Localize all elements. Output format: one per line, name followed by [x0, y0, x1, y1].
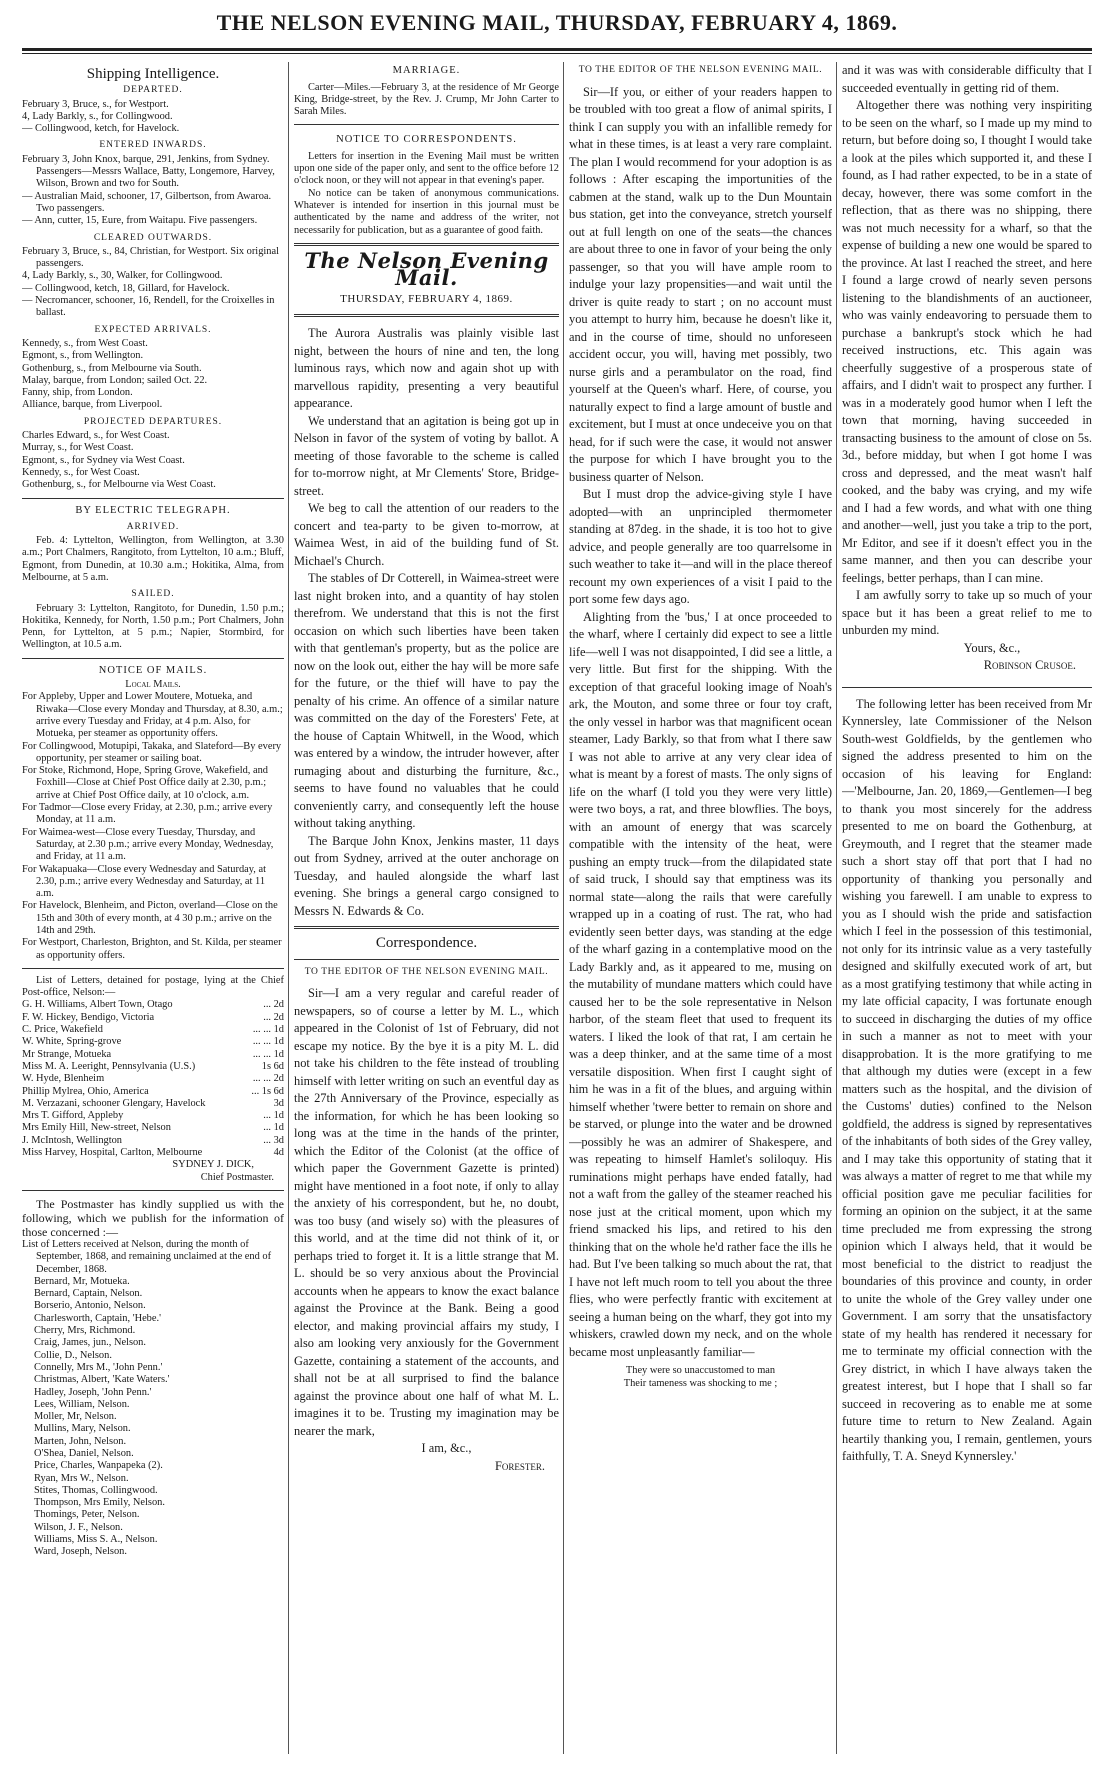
editorial-paragraph: The Aurora Australis was plainly visible last night, between the hours of nine and ten, the long luminous rays, which now and again shot up with marvellous rapidity, presenting a very beautiful appearance. — [294, 326, 559, 411]
projected-entry: Murray, s., for West Coast. — [22, 442, 134, 454]
list-item — [22, 1098, 284, 1110]
letter-postage: ... ... 1d — [252, 1024, 284, 1036]
column-divider — [836, 62, 837, 1754]
letter-name: Mrs Emily Hill, New-street, Nelson — [22, 1122, 171, 1134]
list-item: Bernard, Mr, Motueka. — [34, 1275, 130, 1287]
expected-entry: Alliance, barque, from Liverpool. — [22, 399, 163, 411]
expected-heading: EXPECTED ARRIVALS. — [94, 324, 212, 335]
entered-entry: — Ann, cutter, 15, Eure, from Waitapu. Five passengers. — [22, 215, 258, 227]
mails-heading: NOTICE OF MAILS. — [98, 664, 208, 676]
letter-name: C. Price, Wakefield — [22, 1024, 103, 1036]
sailed-text: February 3: Lyttelton, Rangitoto, for Dunedin, 1.50 p.m.; Hokitika, Kennedy, for North, 1.50 p.m.; Port Chalmers, John Penn, for Lyttelton, at 5 p.m.; Napier, Stormbird, for Wellington, at 10.5 a.m. — [22, 602, 284, 651]
letter-paragraph: Alighting from the 'bus,' I at once proceeded to the wharf, where I certainly did expect to see a little life—well I was not disappointed, I did see a little, a very little. But first for the shipping. With the exception of that graceful looking image of Noah's ark, the Mouton, and some three or four toy craft, the only vessel in harbor was that magnificent ocean steamer, Lady Barkly, so that from what I there saw I was not able to arrive at any very clear idea of what is meant by a forest of masts. The only signs of life on the wharf (I told you they were very little) were two boys, a rat, and three blowflies. The boys, with an amount of energy that was scarcely compatible with the intensity of the heat, were pushing an empty truck—from the dilapidated state of said truck, I should say that emptiness was its normal state—along the rails that were carefully wrapped up in a coating of rust. The rat, who had evidently seen better days, was standing at the edge of the wharf gazing in a contemplative mood on the Lady Barkly and, as it appeared to me, musing on the mutability of mundane matters which could have caused her to be the sole representative in Nelson harbor, of the steam fleet that used to frequent its waters. I liked the look of that rat, I am certain he was a deep thinker, and at the same time of a most versatile disposition. When first I caught sight of him he was in a fit of the blues, and arguing within himself whether 'twere better to remain on shore and be starved, or plunge into the water and be drowned—possibly he was an admirer of Shakespere, and was repeating to himself Hamlet's soliloquy. His ruminations might perhaps have ended fatally, had not a waft from the galley of the steamer reached his nose just at the critical moment, upon which my friend smacked his lips, and retired to his den thinking that on the whole he'd rather face the ills he had. But I've been talking so much about the rat, that I have not left much room to tell you about the three flies, who were perfectly frantic with excitement at seeing a human being on the wharf, they got into my whiskers, crawled down my neck, and on the whole became most unpleasantly familiar— — [569, 609, 832, 1359]
letter-paragraph: But I must drop the advice-giving style I have adopted—with an unprincipled thermometer standing at 87deg. in the shade, it is too hot to give advice, and people generally are too quarrelsome in such weather to take it—and will in the place thereof recount my own experiences of a visit I paid to the port some few days ago. — [569, 487, 832, 606]
divider — [294, 314, 559, 317]
masthead-rule-thin — [22, 53, 1092, 54]
mail-entry: For Tadmor—Close every Friday, at 2.30, p.m.; arrive every Monday, at 11 a.m. — [22, 802, 273, 826]
column-divider — [288, 62, 289, 1754]
list-item — [22, 1012, 284, 1024]
letter-postage: 1s 6d — [261, 1060, 284, 1072]
arrived-heading: ARRIVED. — [126, 521, 180, 532]
list-item: Price, Charles, Wanpapeka (2). — [34, 1460, 163, 1472]
list-item: Craig, James, jun., Nelson. — [34, 1337, 146, 1349]
unclaimed-list — [22, 1276, 284, 1559]
sailed-heading: SAILED. — [131, 589, 175, 600]
letter-postage: 4d — [273, 1147, 284, 1159]
list-item — [22, 1073, 284, 1085]
newspaper-page — [22, 8, 1092, 1758]
shipping-title: Shipping Intelligence. — [86, 66, 220, 82]
notice-text: No notice can be taken of anonymous communications. Whatever is intended for insertion in this journal must be authenticated by the name and address of the writer, not necessarily for publication, but as a guarantee of good faith. — [294, 187, 559, 236]
list-item: Cherry, Mrs, Richmond. — [34, 1325, 136, 1337]
divider — [842, 687, 1092, 688]
letter-name: W. Hyde, Blenheim — [22, 1073, 105, 1085]
column-divider — [563, 62, 564, 1754]
letter-postage: ... 2d — [263, 1011, 284, 1023]
list-item: Ward, Joseph, Nelson. — [34, 1546, 127, 1558]
departed-entry: 4, Lady Barkly, s., for Collingwood. — [22, 110, 173, 122]
letter-name: M. Verzazani, schooner Glengary, Havelock — [22, 1097, 206, 1109]
list-item: Lees, William, Nelson. — [34, 1398, 130, 1410]
letter-paragraph: I am awfully sorry to take up so much of your space but it has been a great relief to me to unburden my mind. — [842, 588, 1092, 637]
list-item: Wilson, J. F., Nelson. — [34, 1521, 123, 1533]
divider — [294, 926, 559, 929]
to-editor-heading: TO THE EDITOR OF THE NELSON EVENING MAIL. — [578, 65, 823, 75]
mail-entry: For Westport, Charleston, Brighton, and St. Kilda, per steamer as opportunity offers. — [22, 937, 282, 961]
list-item — [22, 1049, 284, 1061]
column-letter-continued — [842, 62, 1092, 1752]
list-item — [22, 1122, 284, 1134]
list-item: Collie, D., Nelson. — [34, 1349, 112, 1361]
marriage-notice: Carter—Miles.—February 3, at the residence of Mr George King, Bridge-street, by the Rev. J. Crump, Mr John Carter to Sarah Miles. — [294, 81, 559, 118]
arrived-text: Feb. 4: Lyttelton, Wellington, from Wellington, at 3.30 a.m.; Port Chalmers, Rangitoto, from Lyttelton, 10 a.m.; Bluff, Egmont, from Dunedin, at 10.30 a.m.; Hokitika, Alma, from Melbourne, at 5 a.m. — [22, 535, 284, 583]
letter-postage: ... ... 1d — [252, 1036, 284, 1048]
letter-postage: ... 1d — [263, 1110, 284, 1122]
projected-entry: Charles Edward, s., for West Coast. — [22, 430, 170, 442]
cleared-entry: — Necromancer, schooner, 16, Rendell, for the Croixelles in ballast. — [22, 295, 275, 319]
letter-postage: ... ... 1d — [252, 1048, 284, 1060]
nameplate: The Nelson Evening Mail. — [304, 247, 549, 291]
list-item: Charlesworth, Captain, 'Hebe.' — [34, 1312, 161, 1324]
cleared-entry: February 3, Bruce, s., 84, Christian, for Westport. Six original passengers. — [22, 245, 279, 270]
departed-entry: — Collingwood, ketch, for Havelock. — [22, 123, 180, 135]
telegraph-heading: BY ELECTRIC TELEGRAPH. — [75, 504, 231, 516]
letter-signature: Robinson Crusoe. — [983, 658, 1076, 672]
letter-postage: 3d — [273, 1097, 284, 1109]
letter-closing: I am, &c., — [421, 1441, 472, 1456]
letters-intro: List of Letters, detained for postage, lying at the Chief Post-office, Nelson:— — [22, 974, 284, 999]
notice-heading: NOTICE TO CORRESPONDENTS. — [336, 134, 517, 146]
list-item — [22, 1135, 284, 1147]
list-item: Ryan, Mrs W., Nelson. — [34, 1472, 129, 1484]
expected-entry: Gothenburg, s., from Melbourne via South. — [22, 362, 202, 374]
expected-entry: Egmont, s., from Wellington. — [22, 350, 144, 362]
letter-name: F. W. Hickey, Bendigo, Victoria — [22, 1011, 155, 1023]
list-item — [22, 1110, 284, 1122]
divider — [294, 243, 559, 246]
letter-text: Sir—I am a very regular and careful reader of newspapers, so of course a letter by M. L., which appeared in the Colonist of 1st of February, did not escape my notice. By the bye it is a pity M. L. did not take his children to the fête instead of troubling himself with letter writing on such an eventful day as the 27th Anniversary of the Province, especially as the information, for which he has been looking so long was at the time in the hands of the printer, which the Editor of the Colonist (at the office of which paper the Government Gazette is printed) might have mentioned in a foot note, if only to allay the anxiety of his correspondent, but he, no doubt, was too busy (and wisely so) with the pleasures of this world, and at the time did not think of it, or perhaps tried to forget it. It is a little strange that M. L. should be so very anxious about the Provincial accounts when he appears to know the exact balance against the Province at the Bank. Being a good elector, and making provincial affairs my study, I also am looking very anxiously for the Government Gazette, containing a statement of the accounts, and shall not be at all surprised to find the balance against the province about one half of what M. L. imagines it to be. Trusting my imagination may be nearer the mark, — [294, 986, 559, 1438]
cleared-heading: CLEARED OUTWARDS. — [93, 232, 213, 243]
correspondence-title: Correspondence. — [375, 935, 478, 952]
letter-name: Mrs T. Gifford, Appleby — [22, 1110, 124, 1122]
list-item — [22, 1024, 284, 1036]
divider — [294, 959, 559, 960]
list-item: Thompson, Mrs Emily, Nelson. — [34, 1497, 165, 1509]
entered-entry: — Australian Maid, schooner, 17, Gilbertson, from Awaroa. Two passengers. — [22, 190, 272, 214]
expected-entry: Fanny, ship, from London. — [22, 387, 133, 399]
list-item: Thomings, Peter, Nelson. — [34, 1509, 140, 1521]
departed-entry: February 3, Bruce, s., for Westport. — [22, 98, 169, 110]
editorial-paragraph: We understand that an agitation is being got up in Nelson in favor of the system of voting by ballot. A meeting of those favorable to the scheme is called for to-morrow night, at Mr Clements' Store, Bridge-street. — [294, 413, 559, 498]
postmaster-title: Chief Postmaster. — [200, 1171, 274, 1183]
letter-signature: Forester. — [495, 1458, 545, 1473]
letter-name: Mr Strange, Motueka — [22, 1048, 112, 1060]
list-item: Marten, John, Nelson. — [34, 1435, 127, 1447]
mail-entry: For Waimea-west—Close every Tuesday, Thursday, and Saturday, at 2.30 p.m.; arrive every Monday, Wednesday, and Friday, at 11 a.m. — [22, 826, 274, 863]
projected-heading: PROJECTED DEPARTURES. — [83, 416, 223, 427]
list-item: Borserio, Antonio, Nelson. — [34, 1300, 146, 1312]
letter-postage: ... 1d — [263, 1122, 284, 1134]
departed-heading: DEPARTED. — [123, 85, 183, 96]
masthead: THE NELSON EVENING MAIL, THURSDAY, FEBRUARY 4, 1869. — [216, 10, 898, 35]
divider — [22, 1190, 284, 1191]
unclaimed-intro: List of Letters received at Nelson, during the month of September, 1868, and remaining unclaimed at the end of December, 1868. — [22, 1238, 272, 1275]
postmaster-intro: The Postmaster has kindly supplied us with the following, which we publish for the information of those concerned :— — [22, 1196, 284, 1239]
kynnersley-letter: The following letter has been received from Mr Kynnersley, late Commissioner of the Nelson South-west Goldfields, by the gentlemen who signed the address presented to him on the occasion of his leaving for England:—'Melbourne, Jan. 20, 1869,—Gentlemen—I beg to thank you most sincerely for the address presented to me on board the Gothenburg, at Greymouth, and I regret that the steamer made such a short stay off that port that I had no opportunity of thanking you personally and wishing you farewell. I am unable to express to you as I should wish the pride and satisfaction which I feel in the possession of this testimonial, not only for its intrinsic value as a very tastefully designed and skilfully executed work of art, but as a most gratifying testimony that while acting in my late official capacity, I was fortunate enough to succeed in discharging the duties of my office in such a manner as not to meet with your disapprobation. It is the more gratifying to me that although my duties were (except in a few matters such as the hospital, and the division of the Customs' duties) confined to the Nelson goldfield, the address is signed by representatives of the inhabitants of both sides of the Grey valley, and I may take this opportunity of stating that it was always a matter of regret to me that while my official position gave me peculiar facilities for forming an opinion on the subject, it at the same time precluded me from expressing the strong opinion which I always held, that it would be most beneficial to the district to readjust the boundaries of this province and county, in order to unite the whole of the Grey valley under one Government. I am sorry that the unsatisfactory state of my health has rendered it necessary for me to terminate my official connection with the Grey district, in which I have always taken the greatest interest, but I hope that I shall so far succeed in recovering as to enable me at some future time to return to New Zealand. Again heartily thanking you, I remain, gentlemen, yours faithfully, T. A. Sneyd Kynnersley.' — [842, 696, 1092, 1463]
list-item — [22, 1036, 284, 1048]
letter-postage: ... 3d — [263, 1134, 284, 1146]
marriage-heading: MARRIAGE. — [392, 65, 461, 76]
list-item: Connelly, Mrs M., 'John Penn.' — [34, 1361, 163, 1373]
letter-name: Miss Harvey, Hospital, Carlton, Melbourne — [22, 1147, 203, 1159]
list-item: Hadley, Joseph, 'John Penn.' — [34, 1386, 152, 1398]
local-mails-heading: Local Mails. — [125, 679, 181, 691]
letter-postage: ... 2d — [263, 999, 284, 1011]
notice-text: Letters for insertion in the Evening Mail must be written upon one side of the paper only, and sent to the office before 12 o'clock noon, or they will not appear in that evening's paper. — [294, 150, 559, 187]
letter-paragraph: Altogether there was nothing very inspiriting to be seen on the wharf, so I made up my mind to return, but before doing so, I thought I would take a look at the piles which supported it, and these I found, as I had rather expected, to be in a state of decay, however, there was some comfort in the reflection, that as there was no shipping, there was not much necessity for a wharf, so that the expense of building a new one would be spared to the province. At last I reached the street, and here I found a large crowd of nearly seven persons listening to the blandishments of an auctioneer, who was vainly endeavoring to persuade them to purchase a bankrupt's stock which he had received instructions, etc. This again was cheerfully suggestive of a prosperous state of affairs, and I didn't wait to prospect any further. I was in a moderately good humor when I left the town that morning, having succeeded in transacting business to the amount of close on 5s. 3d., before midday, but when I got home I was cross and depressed, and the meat wasn't half cooked, and the baby was crying, and my wife and I had a few words, and what with one thing and another—well, just you take a trip to the port, Mr Editor, and see if it doesn't effect you in the same manner, and then you can describe your feelings, better perhaps, than I can mine. — [842, 98, 1092, 585]
postmaster-signature: SYDNEY J. DICK, — [172, 1159, 254, 1171]
letter-name: Phillip Mylrea, Ohio, America — [22, 1085, 149, 1097]
cleared-entry: — Collingwood, ketch, 18, Gillard, for Havelock. — [22, 282, 230, 294]
to-editor-heading: TO THE EDITOR OF THE NELSON EVENING MAIL. — [304, 966, 549, 977]
editorial-paragraph: The stables of Dr Cotterell, in Waimea-street were last night broken into, and a quantity of hay stolen therefrom. We understand that this is not the first occasion on which such liberties have been taken with that gentleman's property, but as the police are now on the look out, either the hay will be more safe for the future, or the thief will have to pay the penalty of his crime. An offence of a similar nature was committed on the day of the Foresters' Fete, at the house of Captain Whitwell, in the Wood, which was entered by a window, the intruder however, after rumaging about and disturbing the furniture, &c., seems to have found no valuables that he could conveniently carry, and consequently left the house without taking anything. — [294, 571, 559, 831]
cleared-entry: 4, Lady Barkly, s., 30, Walker, for Collingwood. — [22, 270, 223, 282]
letters-list — [22, 999, 284, 1159]
list-item: Moller, Mr, Nelson. — [34, 1411, 117, 1423]
mail-entry: For Appleby, Upper and Lower Moutere, Motueka, and Riwaka—Close every Monday and Thursday, at 8.30, a.m.; arrive every Tuesday and Friday, at 4 p.m. Also, for Motueka, per steamer as opportunity offers. — [22, 691, 283, 740]
mail-entry: For Wakapuaka—Close every Wednesday and Saturday, at 2.30, p.m.; arrive every Wednesday and Saturday, at 11 a.m. — [22, 863, 266, 900]
letter-name: G. H. Williams, Albert Town, Otago — [22, 999, 173, 1011]
projected-entry: Kennedy, s., for West Coast. — [22, 466, 140, 478]
letter-paragraph: Sir—If you, or either of your readers happen to be troubled with too great a flow of animal spirits, I think I can supply you with an infallible remedy for what in these times, is at least a very rare complaint. The plan I would recommend for your adoption is as follows : After escaping the importunities of the cabmen at the stand, walk up to the Dun Mountain bus station, get into the conveyance, stretch yourself out at full length on one of the seats—the chances are about three to one in favor of your being the only passenger, so that you will have ample room to indulge your lazy propensities—and wait until the driver is quite ready to start ; on no account must you attempt to hurry him, because he doesn't like it, and in the course of time, should no unforeseen accident occur, you will, having met possibly, two nurse girls and a perambulator on the road, find yourself at the Queen's wharf. Here, of course, you naturally expect to find a large amount of bustle and excitement, but I must at once undeceive you on that head, for if such were the case, it would not answer the purpose for which I have brought you to the business quarter of Nelson. — [569, 84, 832, 484]
list-item — [22, 1147, 284, 1159]
dateline: THURSDAY, FEBRUARY 4, 1869. — [340, 292, 513, 305]
list-item: Christmas, Albert, 'Kate Waters.' — [34, 1374, 170, 1386]
list-item — [22, 999, 284, 1011]
entered-heading: ENTERED INWARDS. — [99, 140, 207, 151]
projected-entry: Gothenburg, s., for Melbourne via West Coast. — [22, 479, 216, 491]
list-item: Bernard, Captain, Nelson. — [34, 1288, 143, 1300]
projected-entry: Egmont, s., for Sydney via West Coast. — [22, 454, 185, 466]
divider — [22, 968, 284, 969]
list-item: Mullins, Mary, Nelson. — [34, 1423, 131, 1435]
masthead-rule — [22, 48, 1092, 51]
letter-name: J. McIntosh, Wellington — [22, 1134, 122, 1146]
column-editorial — [294, 62, 559, 1752]
letter-closing: Yours, &c., — [963, 640, 1021, 655]
letter-postage: ... ... 2d — [252, 1073, 284, 1085]
divider — [22, 658, 284, 659]
letter-name: W. White, Spring-grove — [22, 1036, 122, 1048]
mail-entry: For Collingwood, Motupipi, Takaka, and Slateford—By every opportunity, per steamer or sailing boat. — [22, 740, 282, 764]
mail-entry: For Havelock, Blenheim, and Picton, overland—Close on the 15th and 30th of every month, at 4 30 p.m.; arrive on the 14th and 29th. — [22, 900, 278, 936]
entered-entry: February 3, John Knox, barque, 291, Jenkins, from Sydney. Passengers—Messrs Wallace, Batty, Longemore, Harvey, Wilson, Brown and two for South. — [22, 153, 275, 190]
list-item — [22, 1086, 284, 1098]
letter-postage: ... 1s 6d — [251, 1085, 284, 1097]
list-item — [22, 1061, 284, 1073]
letter-name: Miss M. A. Leeright, Pennsylvania (U.S.) — [22, 1060, 196, 1072]
column-shipping — [22, 62, 284, 1752]
divider — [294, 124, 559, 125]
divider — [22, 498, 284, 499]
column-letter — [569, 62, 832, 1752]
list-item: Stites, Thomas, Collingwood. — [34, 1484, 158, 1496]
list-item: O'Shea, Daniel, Nelson. — [34, 1447, 134, 1459]
mail-entry: For Stoke, Richmond, Hope, Spring Grove, Wakefield, and Foxhill—Close at Chief Post Office daily at 2.30, p.m.; arrive at Chief Post Office daily, at 10 o'clock, a.m. — [22, 765, 269, 801]
letter-paragraph: and it was was with considerable difficulty that I succeeded eventually in getting rid of them. — [842, 63, 1092, 95]
verse-line: They were so unaccustomed to man — [625, 1365, 776, 1376]
editorial-paragraph: The Barque John Knox, Jenkins master, 11 days out from Sydney, arrived at the outer anchorage on Tuesday, and hauled alongside the wharf last evening. She brings a general cargo consigned to Messrs N. Edwards & Co. — [294, 833, 559, 918]
expected-entry: Malay, barque, from London; sailed Oct. 22. — [22, 374, 208, 386]
expected-entry: Kennedy, s., from West Coast. — [22, 337, 148, 349]
editorial-paragraph: We beg to call the attention of our readers to the concert and tea-party to be given to-morrow, at Waimea West, in aid of the building fund of St. Michael's Church. — [294, 501, 559, 568]
verse-line: Their tameness was shocking to me ; — [623, 1377, 778, 1389]
list-item: Williams, Miss S. A., Nelson. — [34, 1534, 158, 1546]
